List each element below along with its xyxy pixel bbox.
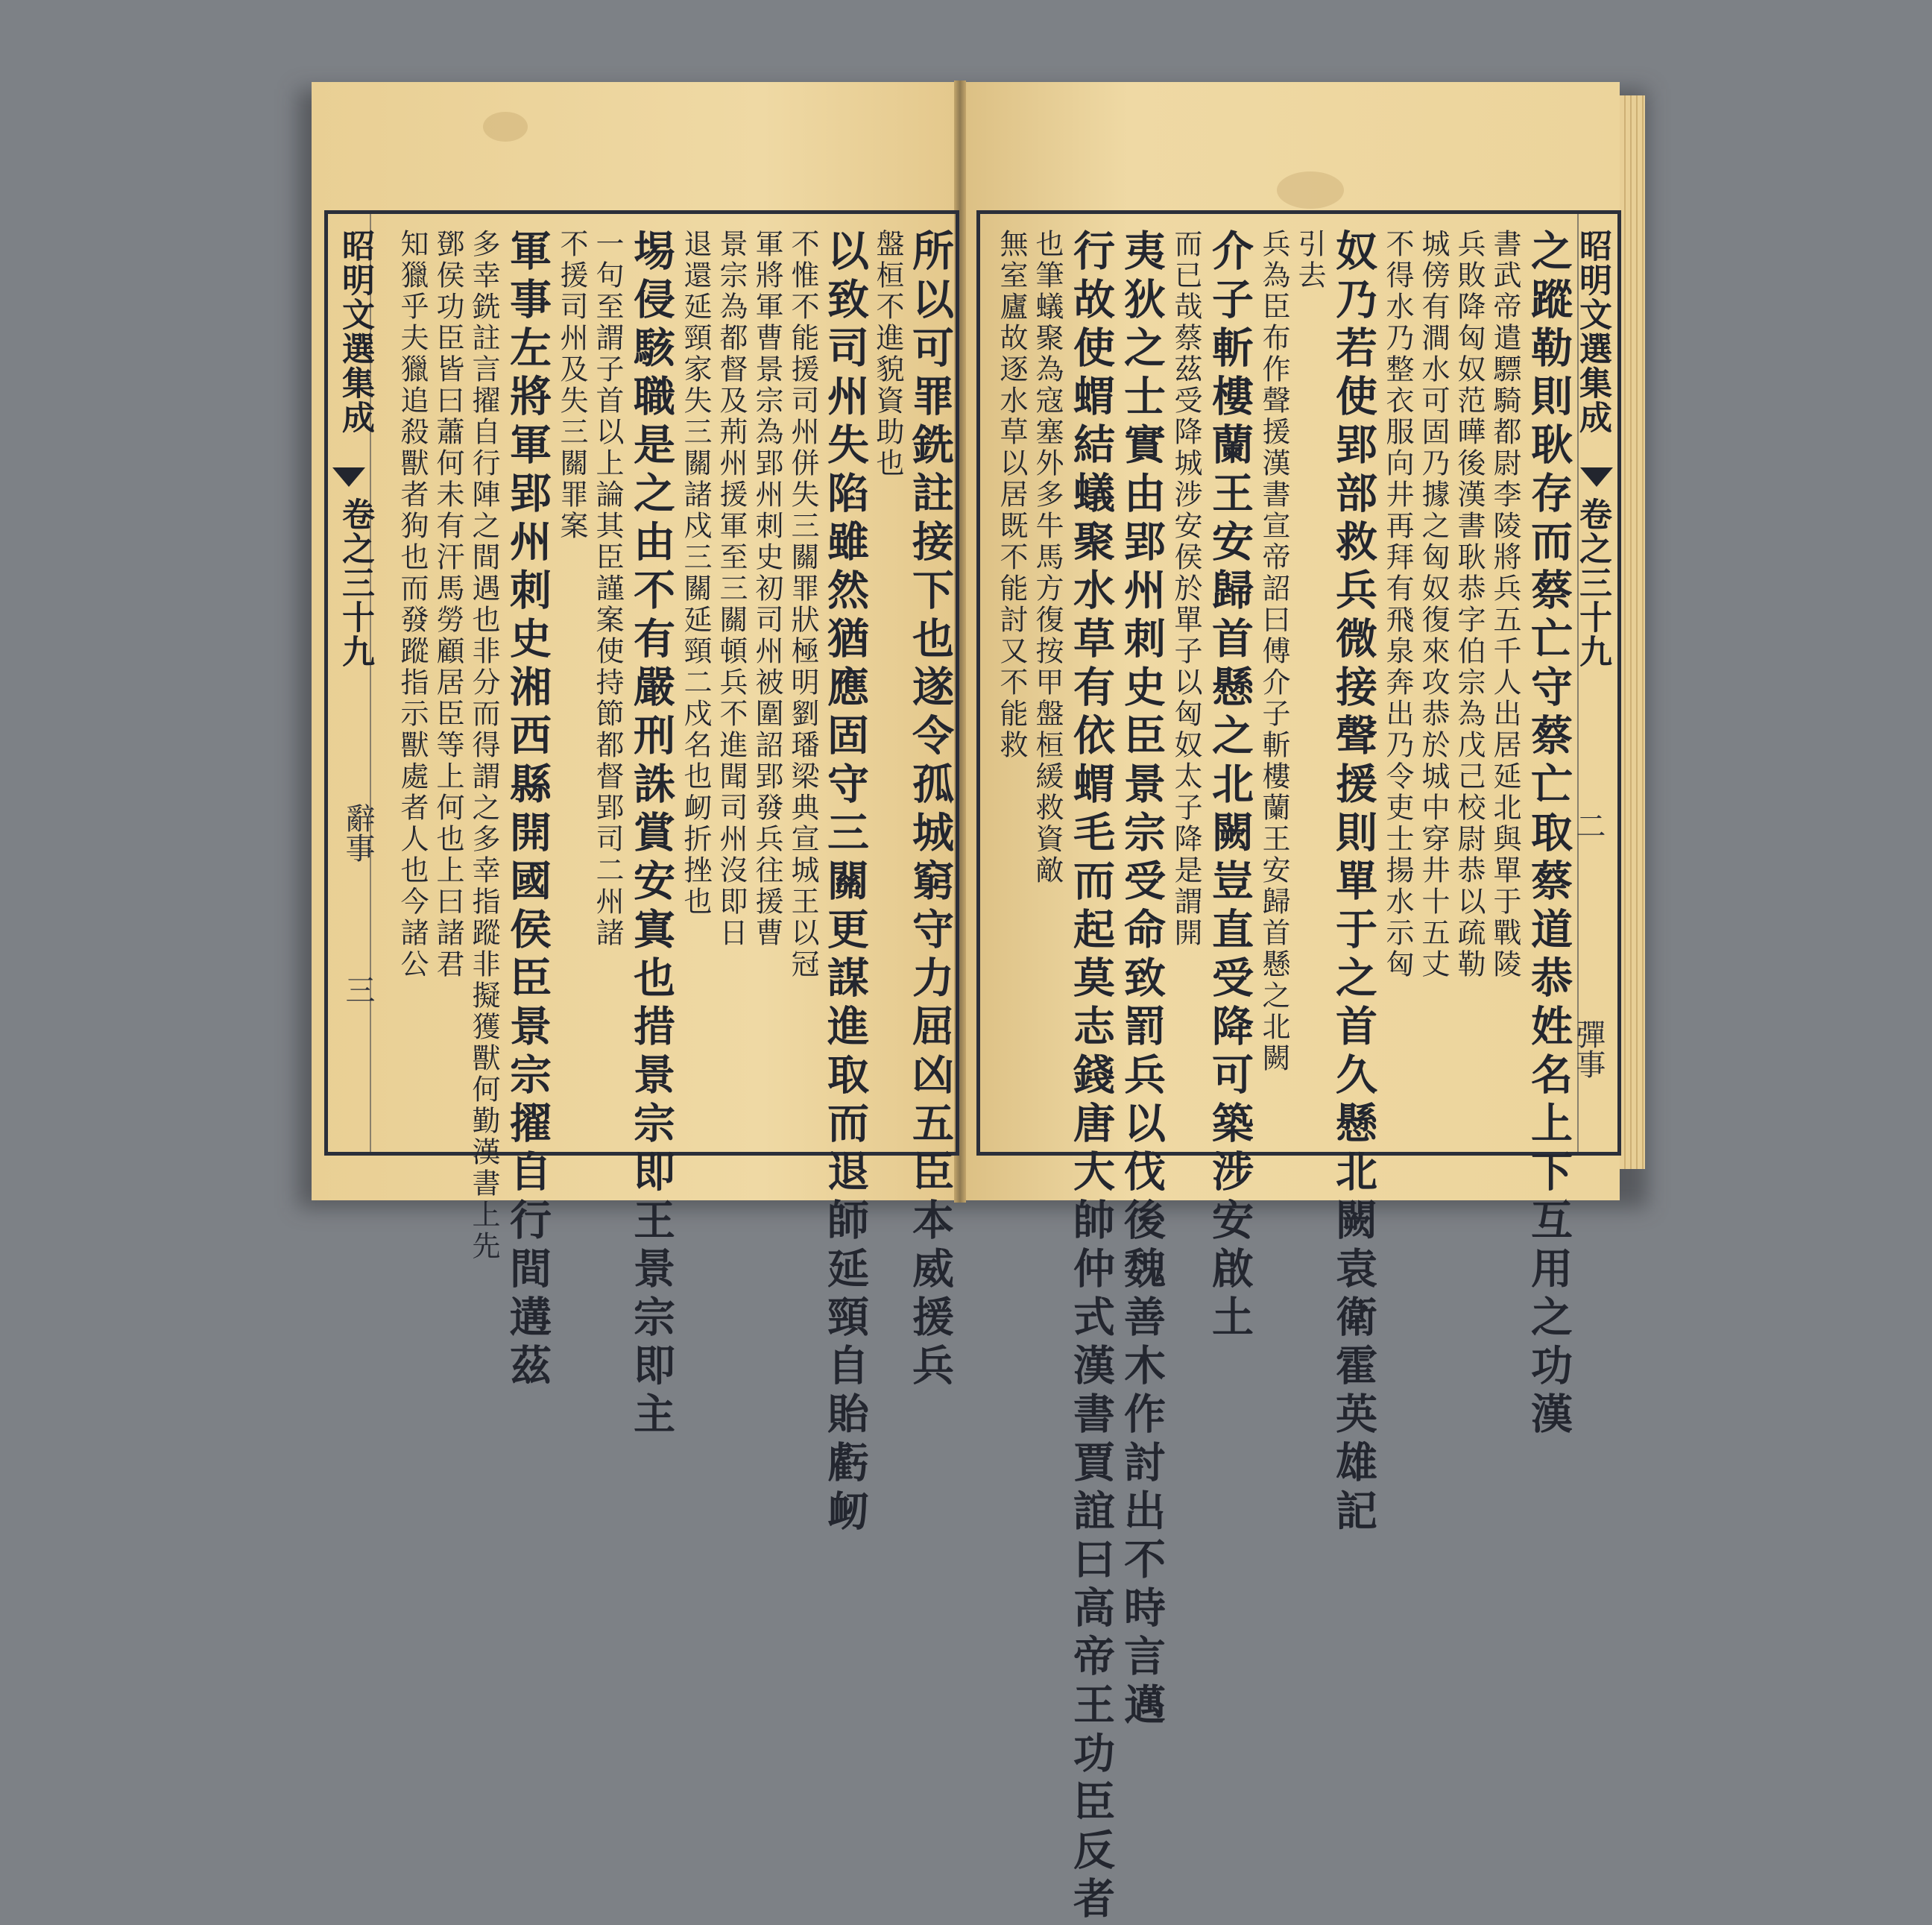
text-column: 埸侵駭職是之由不有嚴刑誅賞安寘也措景宗即王景宗即主 (627, 229, 676, 1440)
text-column: 軍將軍曹景宗為郢州刺史初司州被圍詔郢發兵往援曹 (751, 229, 783, 949)
paper-stain (483, 112, 528, 142)
text-column: 鄧侯功臣皆曰蕭何未有汗馬勞顧居臣等上何也上曰諸君 (432, 229, 464, 980)
text-column: 也筆蟻聚為寇塞外多牛馬方復按甲盤桓緩救資敵 (1031, 229, 1064, 886)
text-column: 不得水乃整衣服向井再拜有飛泉奔出乃令吏士揚水示匈 (1381, 229, 1414, 980)
text-column: 夷狄之士實由郢州刺史臣景宗受命致罰兵以伐後魏善木作討出不時言邁 (1117, 229, 1167, 1731)
right-text-frame (976, 210, 1621, 1925)
text-column: 多幸銑註言擢自行陣之間遇也非分而得謂之多幸指蹤非擬獲獸何勤漢書上先 (467, 229, 500, 1262)
fish-tail-mark (1580, 467, 1613, 487)
text-column: 兵敗降匈奴范曄後漢書耿恭字伯宗為戊己校尉恭以疏勒 (1453, 229, 1486, 980)
text-column: 而已哉蔡茲受降城涉安侯於單子以匈奴太子降是謂開 (1169, 229, 1202, 949)
text-column: 不惟不能援司州併失三關罪狀極明劉璠梁典宣城王以冠 (786, 229, 819, 980)
left-title-strip: 昭明文選集成 (336, 229, 374, 435)
text-column: 知獵乎夫獵追殺獸者狗也而發蹤指示獸處者人也今諸公 (396, 229, 429, 980)
text-column: 兵為臣布作聲援漢書宣帝詔曰傅介子斬樓蘭王安歸首懸之北闕 (1257, 229, 1290, 1074)
text-column: 書武帝遣驃騎都尉李陵將兵五千人出居延北與單于戰陵 (1489, 229, 1521, 980)
left-volume-mark: 卷之三十九 (336, 497, 374, 669)
right-title-strip: 昭明文選集成 (1573, 229, 1611, 435)
text-column: 以致司州失陷雖然猶應固守三關更謀進取而退師延頸自貽虧衂 (821, 229, 870, 1537)
text-column: 軍事左將軍郢州刺史湘西縣開國侯臣景宗擢自行間遘茲 (503, 229, 552, 1392)
text-column: 所以可罪銑註接下也遂令孤城窮守力屈凶五臣本威援兵 (906, 229, 955, 1392)
left-folio-number: 三 (341, 974, 375, 1004)
text-column: 景宗為都督及荊州援軍至三關頓兵不進聞司州沒即日 (715, 229, 748, 949)
paper-stain (1277, 171, 1344, 209)
text-column: 奴乃若使郢部救兵微接聲援則單于之首久懸北闕袁衛霍英雄記 (1329, 229, 1378, 1537)
fish-tail-mark (332, 467, 365, 487)
text-column: 城傍有澗水可固乃據之匈奴復來攻恭於城中穿井十五丈 (1417, 229, 1450, 980)
text-column: 引去 (1293, 229, 1326, 292)
text-column: 之蹤勒則耿存而蔡亡守蔡亡取蔡道恭姓名上下互用之功漢 (1524, 229, 1573, 1440)
text-column: 不援司州及失三關罪案 (555, 229, 588, 542)
text-column: 一句至謂子首以上論其臣謹案使持節都督郢司二州諸 (591, 229, 624, 949)
right-folio-number: 二 (1571, 810, 1606, 840)
text-column: 退還延頸家失三關諸戍三關延頸二戍名也衂折挫也 (679, 229, 712, 918)
left-section-label: 辭事 (341, 803, 375, 863)
text-column: 介子斬樓蘭王安歸首懸之北闕豈直受降可築涉安啟土 (1205, 229, 1254, 1343)
text-column: 行故使蝟結蟻聚水草有依蝟毛而起莫志錢唐大帥仲式漢書賈誼曰高帝王功臣反者 (1067, 229, 1116, 1925)
text-column: 盤桓不進貌資助也 (871, 229, 904, 479)
text-column: 無室廬故逐水草以居既不能討又不能救 (995, 229, 1028, 761)
right-section-label: 彈事 (1571, 1019, 1606, 1079)
left-text-frame (324, 210, 959, 1537)
right-volume-mark: 卷之三十九 (1573, 497, 1611, 669)
